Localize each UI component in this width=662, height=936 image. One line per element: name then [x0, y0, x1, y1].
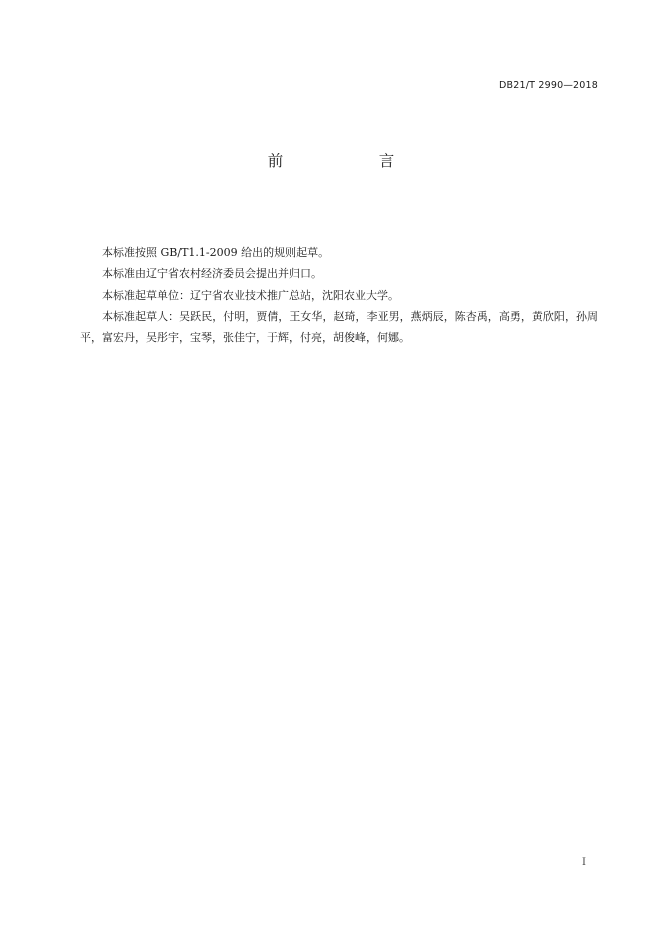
paragraph-drafting-rules: 本标准按照 GB/T1.1-2009 给出的规则起草。 [102, 246, 330, 259]
page-number: I [582, 857, 586, 868]
paragraph-proposer: 本标准由辽宁省农村经济委员会提出并归口。 [102, 267, 322, 281]
preface-body [80, 242, 598, 348]
standard-code: DB21/T 2990—2018 [499, 80, 598, 91]
paragraph-drafting-units: 本标准起草单位：辽宁省农业技术推广总站，沈阳农业大学。 [102, 288, 399, 302]
page-title: 前 言 [267, 152, 435, 170]
paragraph-drafters: 本标准起草人：吴跃民，付明，贾倩，王女华，赵琦，李亚男，燕炳辰，陈杏禹，高勇，黄欣阳，孙周平，富宏丹，吴彤宇，宝琴，张佳宁，于辉，付亮，胡俊峰，何娜。 [80, 309, 598, 345]
